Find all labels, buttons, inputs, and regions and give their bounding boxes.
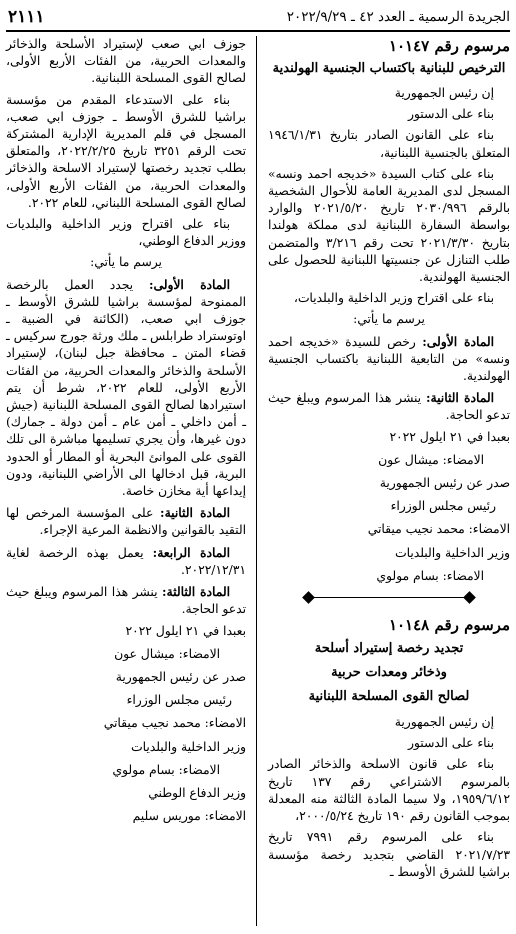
article-text: على المؤسسة المرخص لها التقيد بالقوانين والانظمة المرعية الإجراء. — [6, 506, 246, 538]
signature: الامضاء: بسام مولوي — [376, 568, 484, 583]
article-4 — [6, 544, 246, 579]
decree-date: بعبدا في ٢١ ايلول ٢٠٢٢ — [389, 429, 510, 444]
article-text: يعمل بهذه الرخصة لغاية ٢٠٢٢/١٢/٣١. — [6, 545, 246, 577]
article-text: رخص للسيدة «خديجه احمد ونسه» من التابعية اللبنانية باكتساب الجنسية الهولندية. — [268, 334, 510, 384]
paragraph: بناء على القانون الصادر بتاريخ ١٩٤٦/١/٣١ المتعلق بالجنسية اللبنانية، — [268, 128, 510, 160]
article-text: يجدد العمل بالرخصة الممنوحة لمؤسسة براشيا للشرق الأوسط ـ جوزف ابي صعب، (الكائنة في الضبية ـ اوتوستراد طرابلس ـ ملك ورثة جورج سركيس ـ قضاء المتن ـ محافظة جبل لبنان)، لإستيراد الأسلحة والذخائر والمعدات الحربية، من الفئات الأربع الأولى، للعام ٢٠٢٢، شرط أن يتم استيرادها لصالح القوى المسلحة اللبنانية (جيش ـ أمن داخلي ـ أمن عام ـ أمن دولة ـ جمارك) دون غيرها، وأن يجري تسليمها مباشرة الى تلك القوى على الموانئ البحرية أو المطار أو الحدود البرية، قبل ادخالها الى الأراضي اللبنانية، ودون إيداعها أية مخازن خاصة. — [6, 277, 246, 499]
paragraph: بناء على الدستور — [407, 736, 494, 751]
signature: الامضاء: محمد نجيب ميقاتي — [103, 716, 246, 731]
paragraph: بناء على قانون الاسلحة والذخائر الصادر بالمرسوم الاشتراعي رقم ١٣٧ تاريخ ١٩٥٩/٦/١٢، ولا سيما المادة الثالثة منه المعدلة بموجب القانون رقم ١٩٠ تاريخ ٢٠٠٠/٥/٢٤، — [268, 757, 510, 824]
article-2 — [268, 389, 510, 424]
article-label: المادة الثانية: — [160, 505, 230, 521]
article-label: المادة الرابعة: — [152, 544, 230, 560]
signature: الامضاء: بسام مولوي — [112, 762, 220, 777]
article-label: المادة الثانية: — [425, 390, 494, 406]
article-label: المادة الثالثة: — [162, 584, 230, 600]
subject-line: تجديد رخصة إستيراد أسلحة — [314, 641, 464, 657]
paragraph: بناء على الاستدعاء المقدم من مؤسسة براشيا للشرق الأوسط ـ جوزف ابي صعب، المسجل في قلم المديرية الإدارية المشتركة تحت الرقم ٣٢٥١ تاريخ ٢٠٢٢/٢/٢٥، والمتعلق بطلب تجديد رخصتها لإستيراد الاسلحة والذخائر والمعدات الحربية، من الفئات الأربع الأولى، لصالح القوى المسلحة اللبناني، للعام ٢٠٢٢. — [6, 92, 247, 210]
paragraph: بناء على كتاب السيدة «خديجه احمد ونسه» المسجل لدى المديرية العامة للأحوال الشخصية بالرقم ٢٠٣٠/٩٩٦ تاريخ ٢٠٢١/٥/٢٠ والوارد بواسطة السفارة اللبنانية لدى مملكة هولندا بتاريخ ٢٠٢١/٣/٣٠ تحت رقم ٣/٢١٦ والمتضمن طلب التنازل عن جنسيتها اللبنانية للحصول على الجنسية الهولندية. — [268, 166, 510, 285]
signature: الامضاء: موريس سليم — [132, 809, 246, 824]
decree-10148-subject — [268, 638, 510, 708]
signature: الامضاء: محمد نجيب ميقاتي — [367, 522, 510, 537]
paragraph: بناء على اقتراح وزير الداخلية والبلديات، — [293, 291, 494, 306]
signature: رئيس مجلس الوزراء — [390, 499, 496, 514]
paragraph: بناء على الدستور — [407, 107, 494, 122]
section-separator — [308, 591, 470, 605]
signature: صدر عن رئيس الجمهورية — [115, 669, 246, 684]
left-column — [6, 36, 246, 831]
paragraph: بناء على المرسوم رقم ٧٩٩١ تاريخ ٢٠٢١/٧/٢٣ القاضي بتجديد رخصة مؤسسة براشيا للشرق الأوسط ـ — [268, 830, 510, 879]
decree-10148-title: مرسوم رقم ١٠١٤٨ — [388, 616, 510, 635]
subject-line: وذخائر ومعدات حربية — [331, 665, 447, 681]
signature: الامضاء: ميشال عون — [378, 452, 484, 467]
paragraph: إن رئيس الجمهورية — [394, 86, 494, 100]
signature: وزير الداخلية والبلديات — [131, 739, 246, 754]
subject-line: لصالح القوى المسلحة اللبنانية — [308, 689, 470, 705]
article-text: ينشر هذا المرسوم ويبلغ حيث تدعو الحاجة. — [6, 585, 246, 617]
column-divider — [256, 36, 257, 926]
signature: رئيس مجلس الوزراء — [126, 693, 232, 708]
article-text: ينشر هذا المرسوم ويبلغ حيث تدعو الحاجة. — [268, 391, 510, 423]
paragraph: إن رئيس الجمهورية — [394, 715, 494, 730]
page-header — [6, 8, 510, 32]
article-label: المادة الأولى: — [422, 333, 494, 349]
article-label: المادة الأولى: — [148, 276, 231, 292]
decrees-heading: يرسم ما يأتي: — [353, 312, 425, 327]
decrees-heading: يرسم ما يأتي: — [90, 255, 162, 270]
article-1 — [268, 333, 510, 386]
paragraph: بناء على اقتراح وزير الداخلية والبلديات ووزير الدفاع الوطني، — [6, 217, 246, 249]
decree-10147-title: مرسوم رقم ١٠١٤٧ — [388, 37, 510, 55]
paragraph: جوزف ابي صعب لإستيراد الأسلحة والذخائر والمعدات الحربية، من الفئات الأربع الأولى، لصالح القوى المسلحة اللبنانية. — [6, 37, 246, 86]
signature: صدر عن رئيس الجمهورية — [379, 476, 510, 491]
article-2 — [6, 504, 246, 539]
article-3 — [6, 583, 246, 618]
signature: وزير الداخلية والبلديات — [395, 545, 510, 560]
page-number: ٢١١١ — [8, 7, 45, 27]
right-column — [268, 36, 510, 885]
gazette-issue-title: الجريدة الرسمية ـ العدد ٤٢ ـ ٢٠٢٢/٩/٢٩ — [286, 9, 510, 25]
signature: وزير الدفاع الوطني — [148, 785, 246, 800]
article-1 — [6, 276, 246, 501]
signature: الامضاء: ميشال عون — [114, 646, 220, 661]
decree-date: بعبدا في ٢١ ايلول ٢٠٢٢ — [125, 623, 246, 638]
decree-10147-subject: الترخيص للبنانية باكتساب الجنسية الهولندية — [272, 61, 506, 76]
